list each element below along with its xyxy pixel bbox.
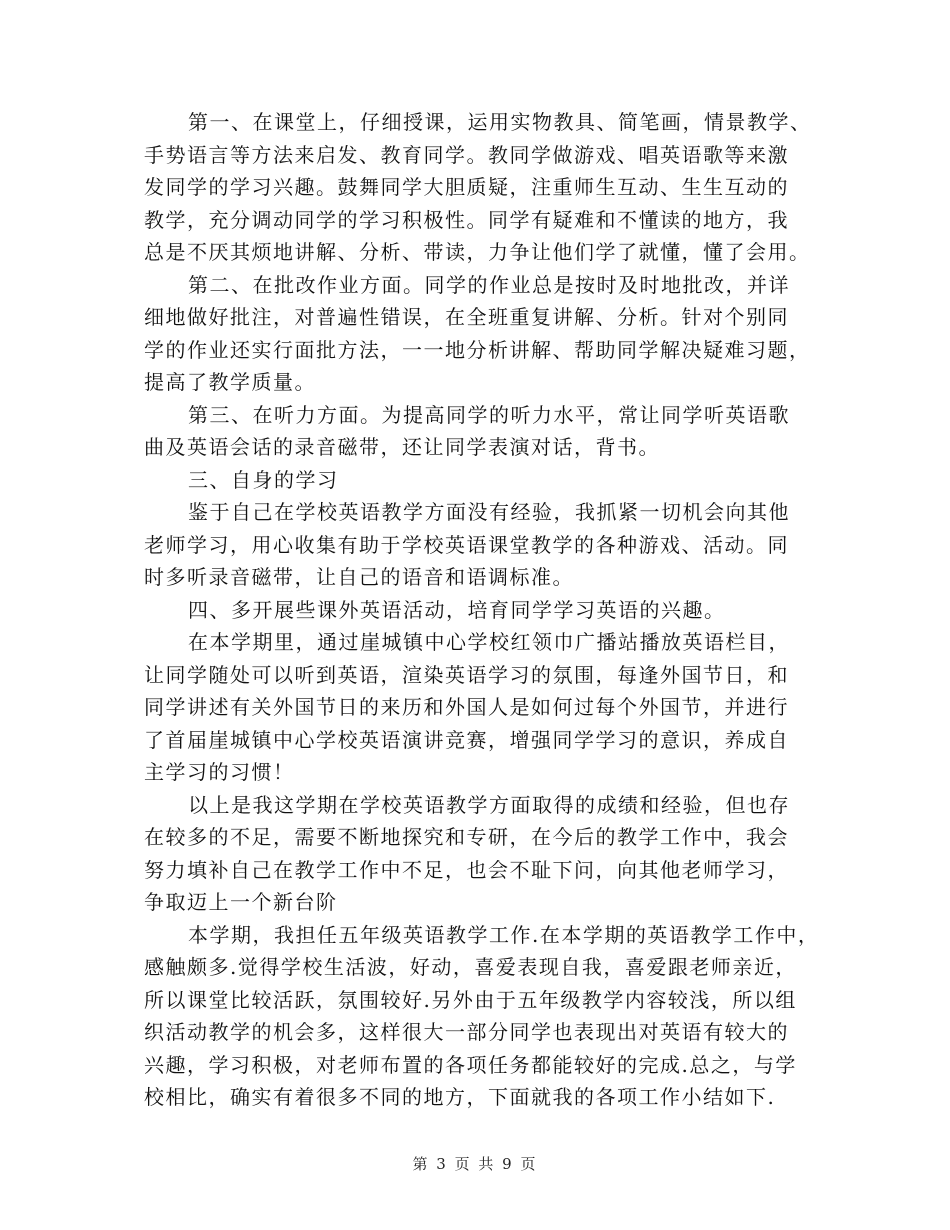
text-line: 学的作业还实行面批方法，一一地分析讲解、帮助同学解决疑难习题， (144, 337, 811, 362)
text-line: 本学期，我担任五年级英语教学工作.在本学期的英语教学工作中， (188, 922, 820, 947)
text-line: 第一、在课堂上，仔细授课，运用实物教具、简笔画，情景教学、 (188, 110, 812, 134)
paragraph (144, 594, 824, 627)
paragraph (144, 626, 824, 789)
text-line: 手势语言等方法来启发、教育同学。教同学做游戏、唱英语歌等来激 (144, 142, 789, 167)
text-line: 校相比，确实有着很多不同的地方，下面就我的各项工作小结如下. (144, 1085, 776, 1109)
text-line: 四、多开展些课外英语活动，培育同学学习英语的兴趣。 (188, 597, 726, 622)
text-line: 第二、在批改作业方面。同学的作业总是按时及时地批改，并详 (188, 272, 790, 297)
page-number: 第 3 页 共 9 页 (412, 1155, 538, 1173)
text-line: 三、自身的学习 (188, 467, 339, 492)
paragraph (144, 269, 824, 399)
text-line: 同学讲述有关外国节日的来历和外国人是如何过每个外国节，并进行 (144, 695, 789, 719)
text-line: 让同学随处可以听到英语，渲染英语学习的氛围，每逢外国节日，和 (144, 662, 789, 687)
text-line: 细地做好批注，对普遍性错误，在全班重复讲解、分析。针对个别同 (144, 305, 789, 329)
text-line: 教学，充分调动同学的学习积极性。同学有疑难和不懂读的地方，我 (144, 207, 789, 232)
text-line: 了首届崖城镇中心学校英语演讲竞赛，增强同学学习的意识，养成自 (144, 727, 789, 752)
text-line: 鉴于自己在学校英语教学方面没有经验，我抓紧一切机会向其他 (188, 500, 790, 524)
text-line: 老师学习，用心收集有助于学校英语课堂教学的各种游戏、活动。同 (144, 532, 789, 557)
text-line: 在较多的不足，需要不断地探究和专研，在今后的教学工作中，我会 (144, 825, 789, 849)
text-line: 提高了教学质量。 (144, 370, 316, 394)
paragraph (144, 399, 824, 464)
paragraph (144, 464, 824, 497)
paragraph (144, 496, 824, 594)
text-line: 时多听录音磁带，让自己的语音和语调标准。 (144, 565, 574, 589)
text-line: 织活动教学的机会多，这样很大一部分同学也表现出对英语有较大的 (144, 1020, 789, 1044)
text-line: 发同学的学习兴趣。鼓舞同学大胆质疑，注重师生互动、生生互动的 (144, 175, 789, 199)
text-line: 曲及英语会话的录音磁带，还让同学表演对话，背书。 (144, 435, 660, 459)
text-line: 主学习的习惯！ (144, 760, 295, 784)
text-line: 在本学期里，通过崖城镇中心学校红领巾广播站播放英语栏目， (188, 630, 790, 654)
text-line: 兴趣，学习积极，对老师布置的各项任务都能较好的完成.总之，与学 (144, 1052, 797, 1077)
text-line: 总是不厌其烦地讲解、分析、带读，力争让他们学了就懂，懂了会用。 (144, 240, 811, 264)
text-line: 感触颇多.觉得学校生活波，好动，喜爱表现自我，喜爱跟老师亲近， (144, 955, 797, 979)
paragraph (144, 919, 824, 1114)
text-line: 争取迈上一个新台阶 (144, 890, 338, 914)
document-body (144, 106, 824, 1114)
text-line: 以上是我这学期在学校英语教学方面取得的成绩和经验，但也存 (188, 792, 790, 817)
paragraph (144, 789, 824, 919)
paragraph (144, 106, 824, 269)
text-line: 努力填补自己在教学工作中不足，也会不耻下问，向其他老师学习， (144, 857, 789, 882)
text-line: 第三、在听力方面。为提高同学的听力水平，常让同学听英语歌 (188, 402, 790, 427)
text-line: 所以课堂比较活跃，氛围较好.另外由于五年级教学内容较浅，所以组 (144, 987, 797, 1012)
